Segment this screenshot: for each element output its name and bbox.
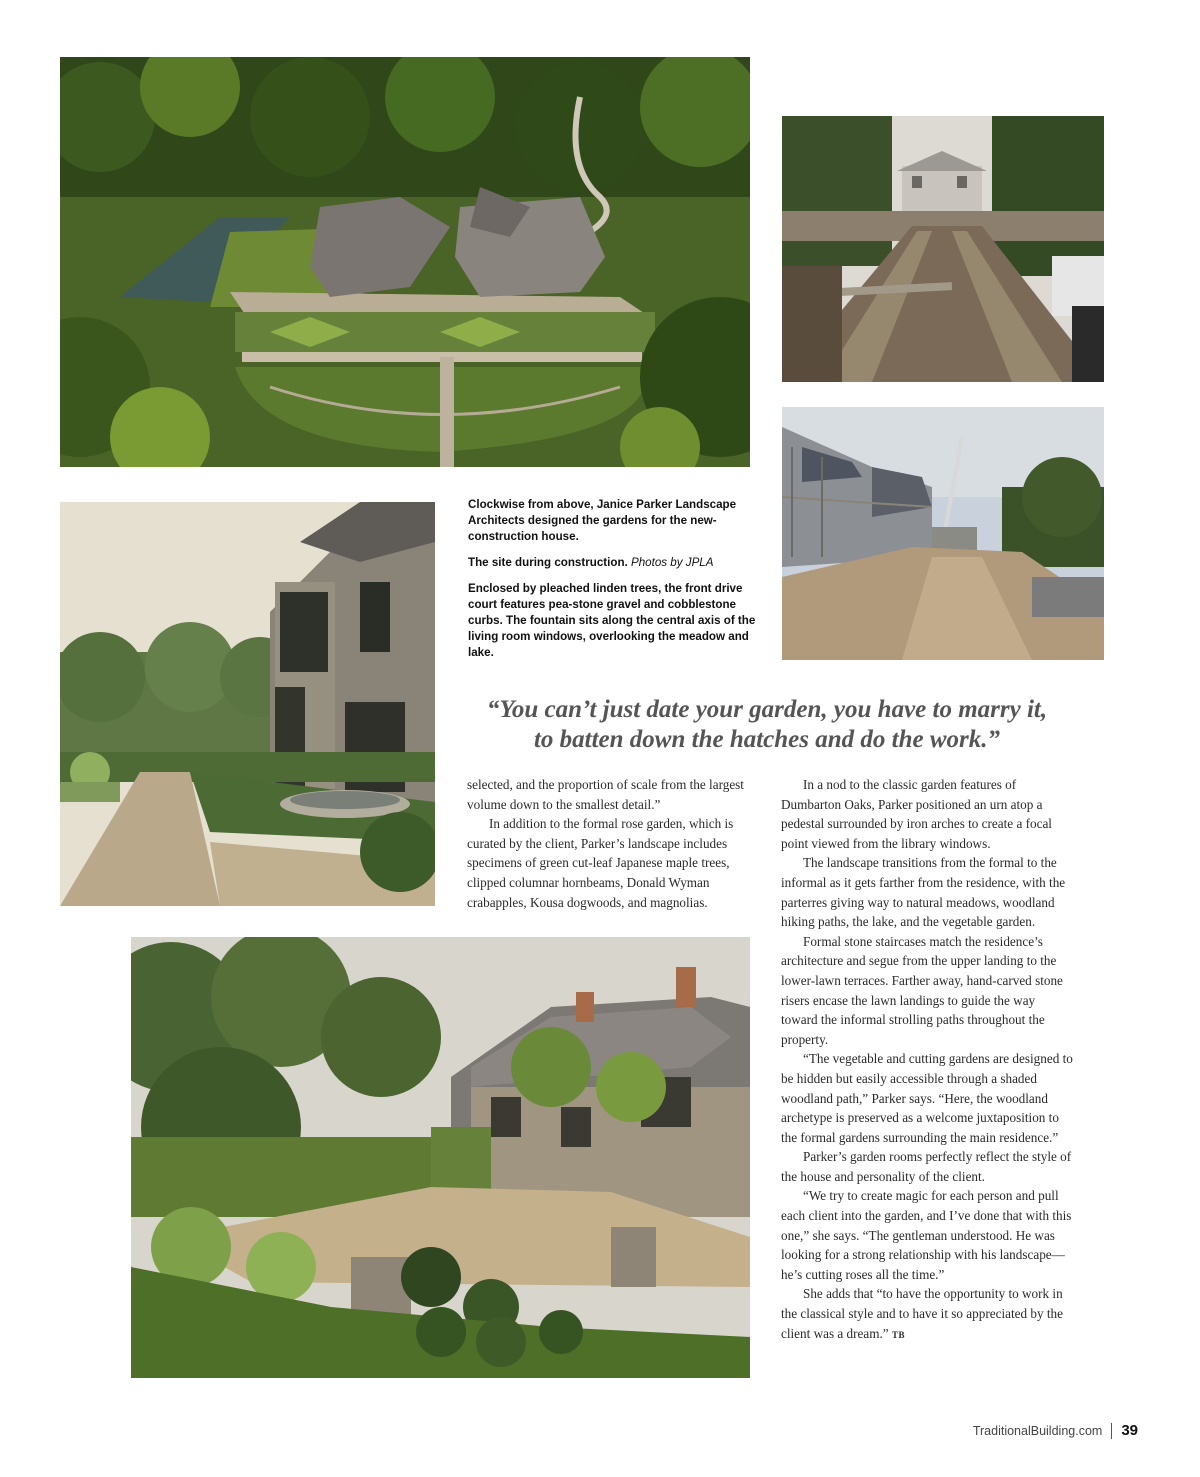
pull-quote	[462, 695, 1072, 755]
footer-site-link[interactable]: TraditionalBuilding.com	[972, 1423, 1103, 1438]
body-paragraph: selected, and the proportion of scale from the largest volume down to the smallest detail.”	[467, 777, 744, 812]
aerial-estate-photo	[60, 57, 750, 467]
page-number: 39	[1121, 1422, 1138, 1439]
body-paragraph: In a nod to the classic garden features of Dumbarton Oaks, Parker positioned an urn atop a pedestal surrounded by iron arches to create a focal point viewed from the library windows.	[781, 777, 1052, 851]
construction-site-photo-drive	[782, 116, 1104, 382]
body-paragraph: Parker’s garden rooms perfectly reflect the style of the house and personality of the client.	[781, 1149, 1072, 1184]
body-paragraph-final	[781, 1284, 1073, 1345]
body-paragraph: “We try to create magic for each person and pull each client into the garden, and I’ve done that with this one,” she says. “The gentleman understood. He was looking for a strong relationship with his landscape—he’s cutting roses all the time.”	[781, 1188, 1072, 1282]
caption-aerial: Clockwise from above, Janice Parker Landscape Architects designed the gardens for the new-construction house.	[468, 498, 737, 543]
pull-quote-line-2: to batten down the hatches and do the work.”	[533, 726, 1001, 753]
caption-photo-credit: Photos by JPLA	[630, 556, 714, 569]
fountain-tower-photo	[60, 502, 435, 906]
page-footer	[973, 1422, 1138, 1439]
front-drive-court-photo	[131, 937, 750, 1378]
body-paragraph: In addition to the formal rose garden, which is curated by the client, Parker’s landscape includes specimens of green cut-leaf Japanese maple trees, clipped columnar hornbeams, Donald Wyman crabapples, Kousa dogwoods, and magnolias.	[467, 816, 734, 910]
construction-site-photo-crane	[782, 407, 1104, 660]
body-paragraph: The landscape transitions from the formal to the informal as it gets farther from the residence, with the parterres giving way to natural meadows, woodland hiking paths, the lake, and the vegetable garden.	[781, 855, 1066, 930]
body-column-left	[467, 775, 759, 912]
body-paragraph-final-text: She adds that “to have the opportunity to work in the classical style and to have it so appreciated by the client was a dream.”	[781, 1286, 1063, 1341]
caption-construction-text: The site during construction.	[468, 556, 628, 569]
caption-drive-court: Enclosed by pleached linden trees, the front drive court features pea-stone gravel and cobblestone curbs. The fountain sits along the central axis of the living room windows, overlooking the meadow and lake.	[468, 582, 756, 659]
caption-construction	[468, 555, 758, 571]
photo-captions	[468, 497, 758, 671]
body-paragraph: “The vegetable and cutting gardens are designed to be hidden but easily accessible through a shaded woodland path,” Parker says. “Here, the woodland archetype is preserved as a welcome juxtaposition to the formal gardens surrounding the main residence.”	[781, 1051, 1073, 1145]
pull-quote-line-1: “You can’t just date your garden, you have to marry it,	[486, 696, 1048, 723]
body-column-right	[781, 775, 1073, 1345]
footer-divider	[1111, 1423, 1112, 1439]
author-signature: TB	[891, 1329, 905, 1340]
body-paragraph: Formal stone staircases match the residence’s architecture and segue from the upper landing to the lower-lawn terraces. Farther away, hand-carved stone risers encase the lawn landings to guide the way toward the informal strolling paths throughout the property.	[781, 933, 1063, 1047]
